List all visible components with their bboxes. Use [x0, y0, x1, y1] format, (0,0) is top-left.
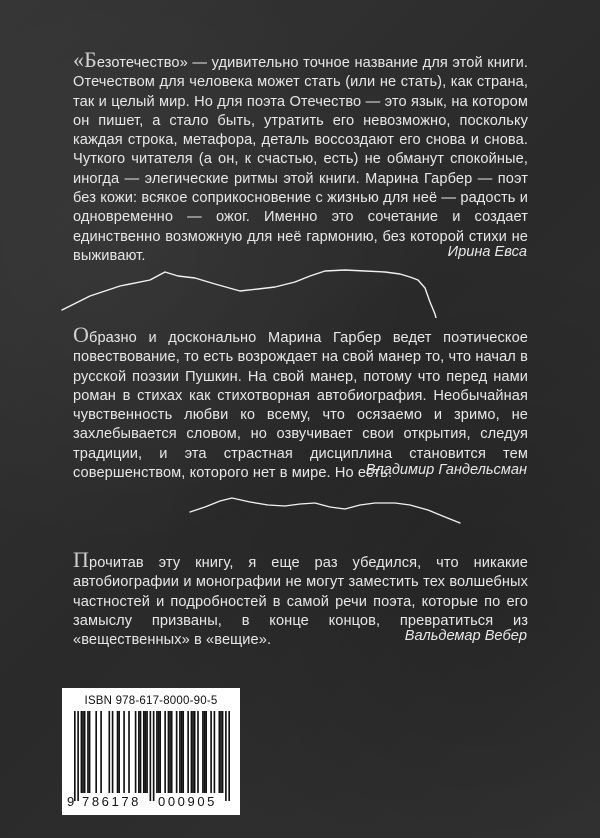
quote-1-text: езотечество» — удивительно точное название для этой книги. Отечеством для человека может стать (или не стать), как страна, так и целый мир. Но для поэта Отечество — это язык, на котором он пишет, а стало быть, утратить его невозможно, поскольку каждая строка, метафора, деталь воссоздают его снова и снова. Чуткого читателя (а он, к счастью, есть) не обманут спокойные, иногда — элегические ритмы этой книги. Марина Гарбер — поэт без кожи: всякое соприкосновение с жизнью для неё — радость и одновременно — ожог. Именно это сочетание и создает единственно возможную для неё гармонию, без которой стихи не выживают.	[73, 55, 528, 264]
barcode-bar	[220, 711, 222, 793]
quote-2	[73, 322, 528, 483]
barcode-bar	[181, 711, 183, 793]
divider-line-2	[0, 490, 600, 535]
barcode-digits-group-2: 000905	[158, 794, 217, 809]
divider-line-1	[0, 258, 600, 318]
quote-2-dropcap: О	[73, 322, 89, 347]
barcode-bar	[89, 711, 91, 793]
barcode-bar	[228, 711, 230, 801]
barcode-bar	[108, 711, 110, 793]
barcode-bar	[145, 711, 147, 793]
barcode-bar	[82, 711, 84, 793]
barcode-bar	[202, 711, 204, 793]
barcode-bar	[204, 711, 206, 793]
barcode-bar	[123, 711, 125, 793]
quote-3-text: рочитав эту книгу, я еще раз убедился, что никакие автобиографии и монографии не могут заместить тех волшебных частностей и подробностей в самой речи поэта, которые по его замыслу призваны, в конце концов, превратиться из «вещественных» в «вещие».	[73, 555, 528, 649]
barcode-bar	[182, 711, 184, 793]
barcode-bar	[81, 711, 83, 793]
barcode-bar	[128, 711, 130, 793]
barcode-bar	[140, 711, 142, 793]
barcode-bar	[143, 711, 145, 793]
barcode-bar	[164, 711, 166, 793]
barcode-bar	[192, 711, 194, 793]
barcode-bar	[118, 711, 120, 793]
barcode-bar	[171, 711, 173, 793]
barcode-bar	[187, 711, 189, 793]
barcode-bar	[95, 711, 97, 793]
quote-3-author: Вальдемар Вебер	[404, 628, 527, 644]
barcode-bar	[87, 711, 89, 793]
barcode-bar	[222, 711, 224, 793]
barcode-bar	[191, 711, 193, 793]
barcode-bar	[138, 711, 140, 793]
barcode-bar	[205, 711, 207, 793]
barcode-bar	[156, 711, 158, 793]
barcode-bar	[159, 711, 161, 793]
barcode-bar	[77, 711, 79, 801]
barcode-bar	[225, 711, 227, 801]
barcode-bar	[150, 711, 152, 801]
quote-2-text: бразно и досконально Марина Гарбер ведет поэтическое повествование, то есть возрождает на свой манер то, что начал в русской поэзии Пушкин. На свой манер, потому что перед нами роман в стихах как стихотворная автобиография. Необычайная чувственность любви ко всему, что осязаемо и зримо, не захлебывается словом, но озвучивает свои открытия, следуя традиции, и эта страстная дисциплина становится тем совершенством, которого нет в мире. Но есть.	[73, 330, 528, 482]
barcode-bar	[194, 711, 196, 793]
quote-1	[73, 47, 528, 266]
barcode-bar	[214, 711, 216, 793]
barcode-bar	[84, 711, 86, 793]
barcode-bar	[179, 711, 181, 793]
barcode-digits-group-1: 786178	[82, 794, 141, 809]
barcode-bar	[146, 711, 148, 793]
barcode-bar	[197, 711, 199, 793]
barcode-bar	[112, 711, 114, 793]
barcode-bar	[168, 711, 170, 793]
barcode-bar	[158, 711, 160, 793]
barcode-bar	[169, 711, 171, 793]
barcode-bar	[153, 711, 155, 801]
barcode-bar	[135, 711, 137, 793]
isbn-barcode-box	[62, 688, 240, 815]
quote-1-author: Ирина Евса	[447, 244, 527, 260]
barcode-bar	[219, 711, 221, 793]
barcode-bar	[74, 711, 76, 801]
barcode-bar	[100, 711, 102, 793]
quote-3-dropcap: П	[73, 547, 89, 572]
isbn-label: ISBN 978-617-8000-90-5	[84, 695, 218, 707]
barcode-bar	[117, 711, 119, 793]
barcode-bar	[210, 711, 212, 793]
quote-1-dropcap: «Б	[73, 47, 97, 72]
barcode-bar	[176, 711, 178, 793]
quote-2-author: Владимир Гандельсман	[365, 462, 527, 478]
barcode-digit-first: 9	[67, 794, 75, 809]
barcode	[74, 711, 230, 801]
